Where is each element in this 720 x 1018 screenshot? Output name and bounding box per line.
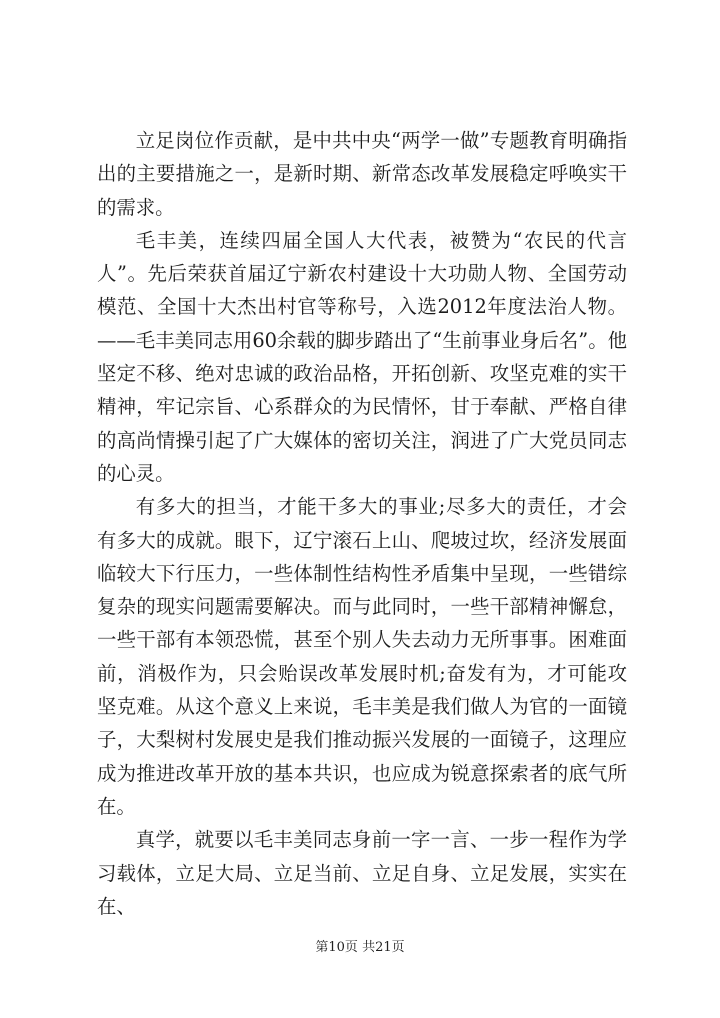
paragraph-1: 立足岗位作贡献，是中共中央“两学一做”专题教育明确指出的主要措施之一，是新时期、新常态改革发展稳定呼唤实干的需求。 <box>97 129 627 219</box>
paragraph-4: 真学，就要以毛丰美同志身前一字一言、一步一程作为学习载体，立足大局、立足当前、立足自身、立足发展，实实在在、 <box>97 828 627 918</box>
page-footer: 第10页 共21页 <box>315 940 405 955</box>
paragraph-2: 毛丰美，连续四届全国人大代表，被赞为“农民的代言人”。先后荣获首届辽宁新农村建设十大功勋人物、全国劳动模范、全国十大杰出村官等称号，入选2012年度法治人物。——毛丰美同志用60余载的脚步踏出了“生前事业身后名”。他坚定不移、绝对忠诚的政治品格，开拓创新、攻坚克难的实干精神，牢记宗旨、心系群众的为民情怀，甘于奉献、严格自律的高尚情操引起了广大媒体的密切关注，润进了广大党员同志的心灵。 <box>97 228 627 485</box>
paragraph-3: 有多大的担当，才能干多大的事业;尽多大的责任，才会有多大的成就。眼下，辽宁滚石上山、爬坡过坎，经济发展面临较大下行压力，一些体制性结构性矛盾集中呈现，一些错综复杂的现实问题需要解决。而与此同时，一些干部精神懈怠，一些干部有本领恐慌，甚至个别人失去动力无所事事。困难面前，消极作为，只会贻误改革发展时机;奋发有为，才可能攻坚克难。从这个意义上来说，毛丰美是我们做人为官的一面镜子，大梨树村发展史是我们推动振兴发展的一面镜子，这理应成为推进改革开放的基本共识，也应成为锐意探索者的底气所在。 <box>97 495 627 818</box>
body-text <box>97 124 627 923</box>
